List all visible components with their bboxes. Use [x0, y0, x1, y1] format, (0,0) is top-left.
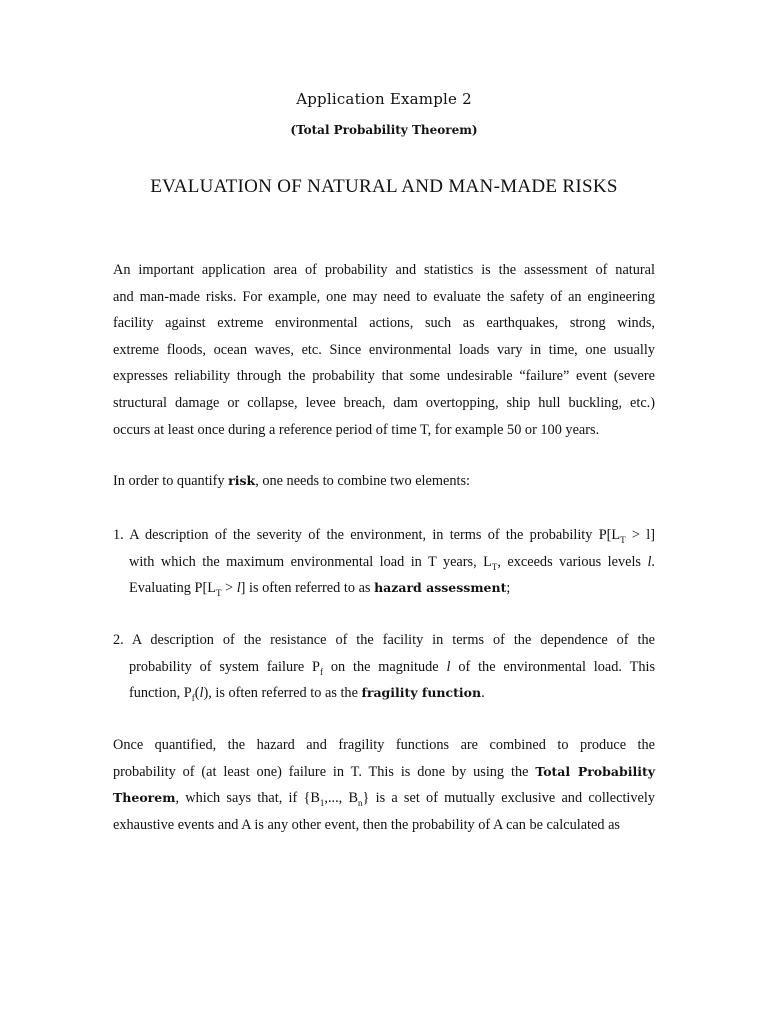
list-item-1: 1. A description of the severity of the environment, in terms of the probability $P[L_T > l]$: [113, 527, 655, 545]
intro-line: occurs at least once during a reference period of time T, for example 50 or 100 years.: [113, 421, 600, 438]
intro-paragraph: [113, 257, 655, 443]
keyword-fragility-function: fragility function: [361, 685, 482, 701]
page-subtitle: (Total Probability Theorem): [290, 123, 478, 137]
intro-line: facility against extreme environmental actions, such as earthquakes, strong winds,: [113, 315, 655, 332]
list-item-1-continuation: with which the maximum environmental load in T years, $L_T$, exceeds various levels l. Evaluating $P[L_T > l]$ is often referred to as hazard assessment;: [129, 553, 655, 599]
list-item-2-continuation: probability of system failure $P_f$ on the magnitude l of the environmental load. This function, $P_f(l)$, is often referred to as the fragility function.: [129, 658, 656, 704]
page-title: Application Example 2: [296, 90, 472, 108]
intro-line: structural damage or collapse, levee breach, dam overtopping, ship hull buckling, etc.): [113, 394, 655, 411]
intro-line: extreme floods, ocean waves, etc. Since environmental loads vary in time, one usually: [113, 341, 655, 358]
keyword-risk: risk: [228, 473, 256, 488]
intro-line: An important application area of probability and statistics is the assessment of natural: [113, 262, 655, 278]
section-heading: EVALUATION OF NATURAL AND MAN-MADE RISKS: [150, 176, 618, 197]
keyword-total-probability: Total Probability: [535, 763, 655, 779]
intro-line: and man-made risks. For example, one may need to evaluate the safety of an engineering: [113, 288, 655, 305]
intro-line: expresses reliability through the probability that some undesirable “failure” event (severe: [113, 368, 655, 385]
keyword-hazard-assessment: hazard assessment: [374, 580, 507, 596]
keyword-theorem: Theorem: [113, 790, 176, 806]
closing-paragraph: Once quantified, the hazard and fragility functions are combined to produce the probability of (at least one) failure in T. This is done by using the Total Probability Theorem, which says that, if {$B_1$,..., $B_n$} is a set of mutually exclusive and collectively exhaustive events and A is any other event, then the probability of A can be calculated as: [113, 737, 656, 833]
quantify-sentence: In order to quantify risk, one needs to combine two elements:: [113, 473, 470, 489]
list-item-2: 2. A description of the resistance of the facility in terms of the dependence of the: [113, 632, 655, 648]
